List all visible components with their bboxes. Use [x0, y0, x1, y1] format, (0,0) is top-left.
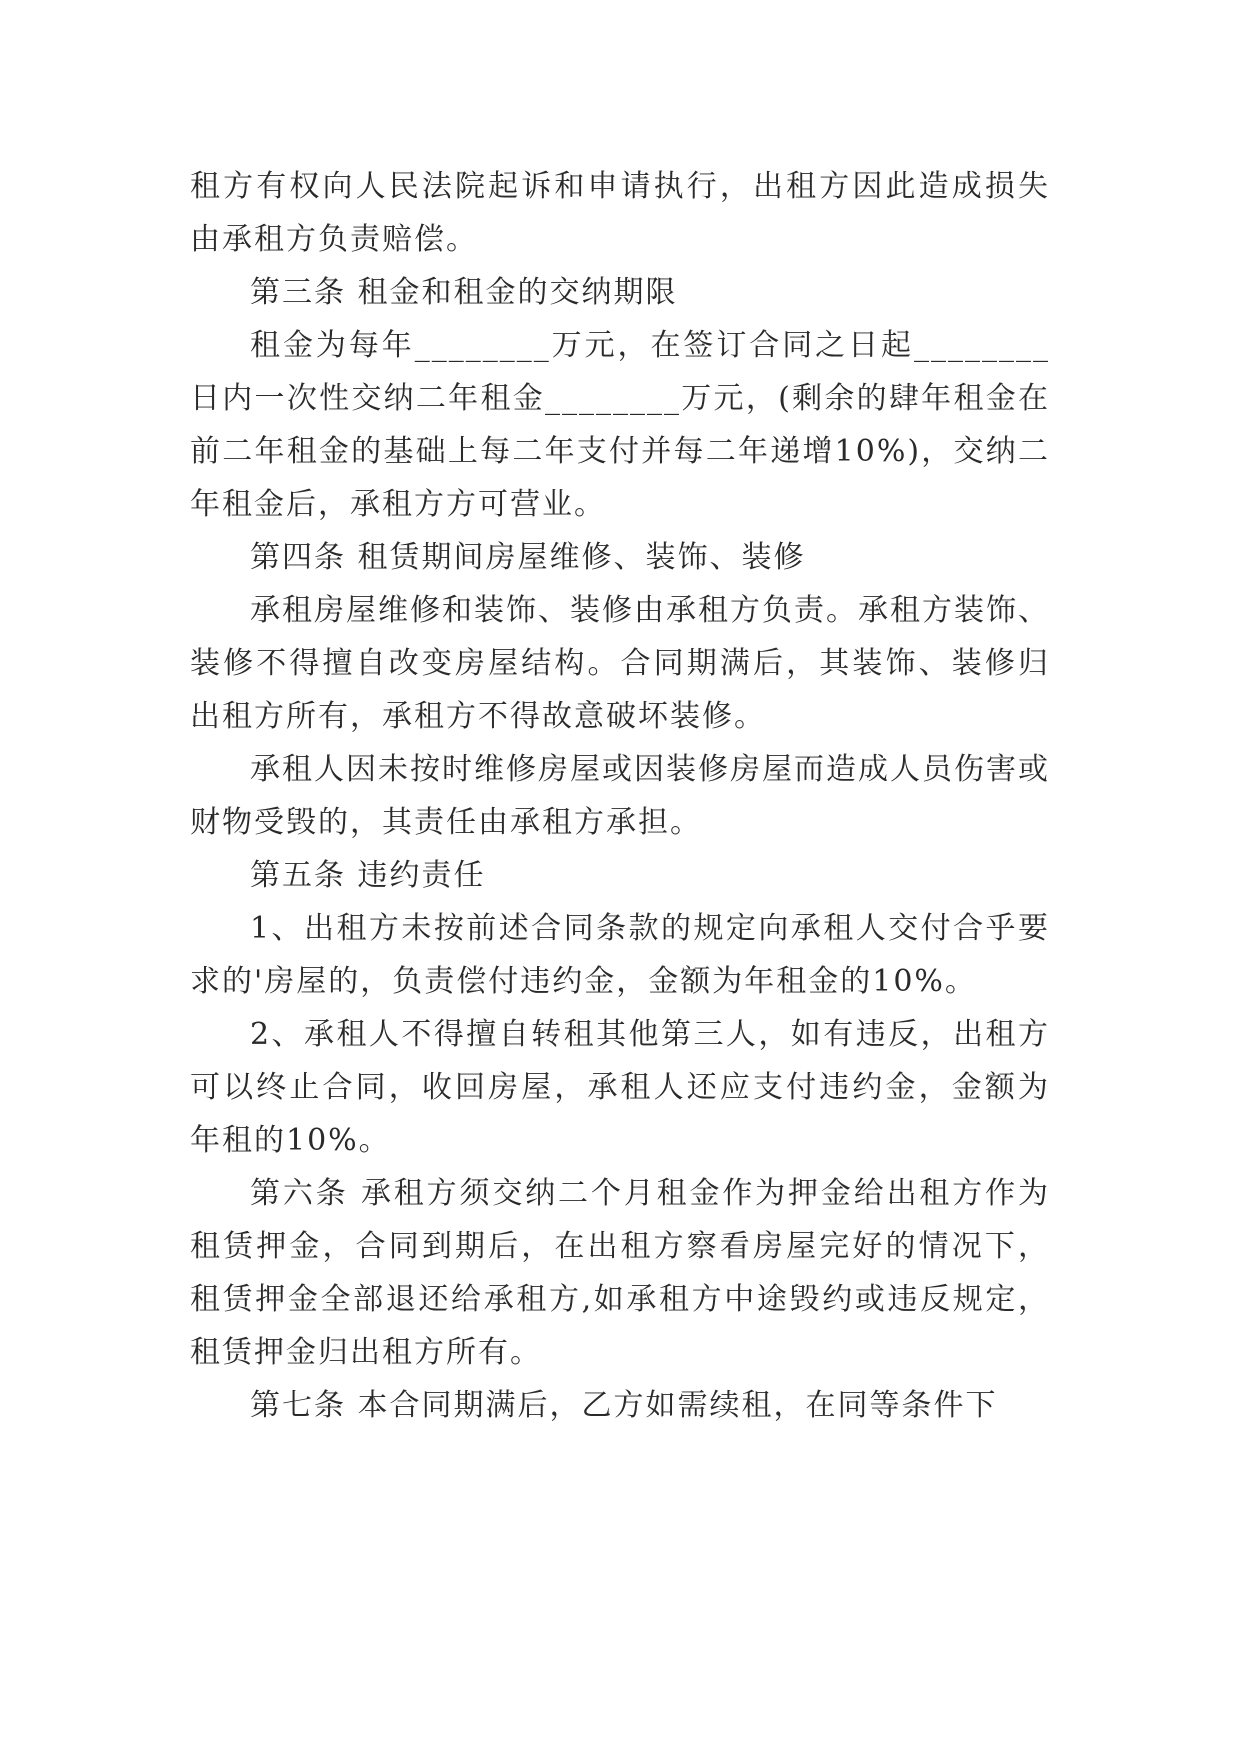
article-6-deposit: 第六条 承租方须交纳二个月租金作为押金给出租方作为租赁押金，合同到期后，在出租方察看房屋完好的情况下，租赁押金全部退还给承租方,如承租方中途毁约或违反规定，租赁押金归出租方所有。	[190, 1176, 1050, 1370]
article-5-heading: 第五条 违约责任	[250, 858, 486, 893]
article-4-liability: 承租人因未按时维修房屋或因装修房屋而造成人员伤害或财物受毁的，其责任由承租方承担。	[190, 752, 1050, 840]
article-3-rent-terms: 租金为每年________万元，在签订合同之日起________日内一次性交纳二年租金________万元，(剩余的肆年租金在前二年租金的基础上每二年支付并每二年递增10%)，交纳二年租金后，承租方方可营业。	[190, 328, 1050, 522]
article-5-item-1: 1、出租方未按前述合同条款的规定向承租人交付合乎要求的'房屋的，负责偿付违约金，金额为年租金的10%。	[190, 911, 1050, 999]
article-5-item-2: 2、承租人不得擅自转租其他第三人，如有违反，出租方可以终止合同，收回房屋，承租人还应支付违约金，金额为年租的10%。	[190, 1017, 1050, 1158]
document-body	[190, 160, 1050, 1432]
article-3-heading: 第三条 租金和租金的交纳期限	[250, 275, 678, 310]
article-4-heading: 第四条 租赁期间房屋维修、装饰、装修	[250, 540, 806, 575]
article-4-renovation-terms: 承租房屋维修和装饰、装修由承租方负责。承租方装饰、装修不得擅自改变房屋结构。合同期满后，其装饰、装修归出租方所有，承租方不得故意破坏装修。	[190, 593, 1050, 734]
article-7-renewal: 第七条 本合同期满后，乙方如需续租，在同等条件下	[250, 1388, 998, 1423]
paragraph-continuation: 租方有权向人民法院起诉和申请执行，出租方因此造成损失由承租方负责赔偿。	[190, 169, 1050, 257]
